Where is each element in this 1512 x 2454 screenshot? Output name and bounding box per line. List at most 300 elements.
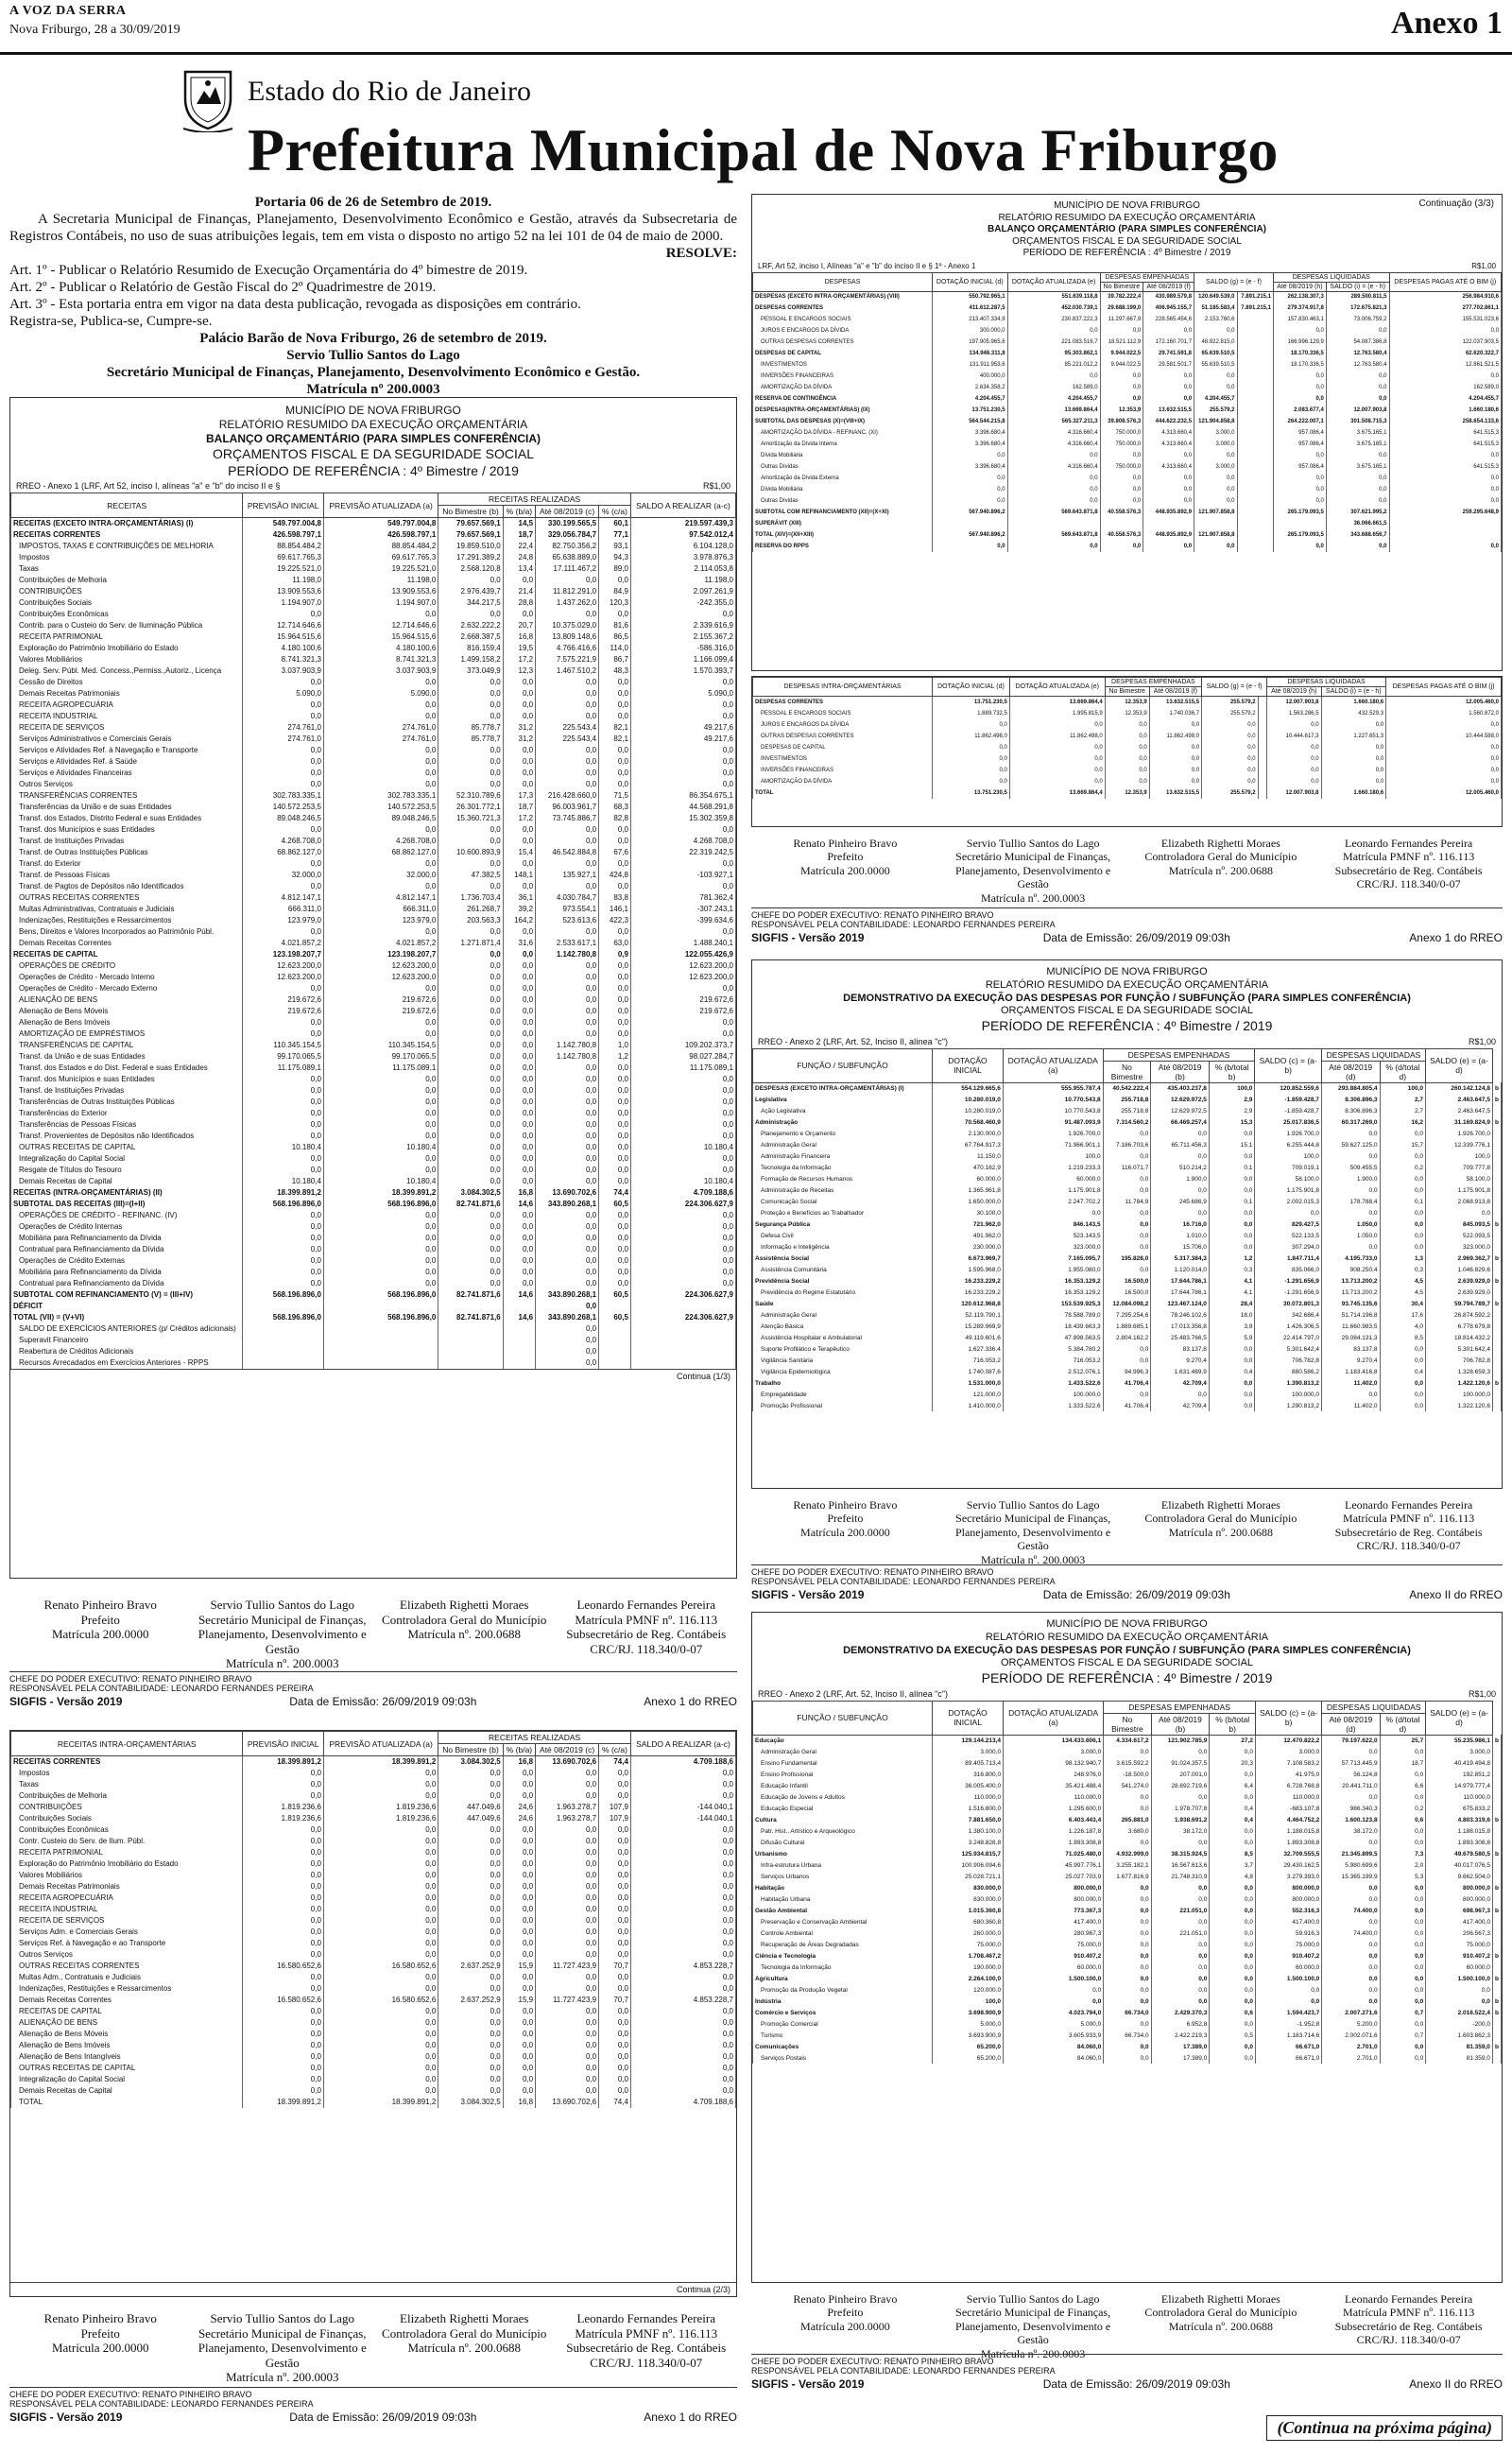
cell-value: 1.819.236,6 — [323, 1813, 438, 1824]
cell-value: 549.797.004,8 — [323, 518, 438, 529]
cell-value: 5.301.642,4 — [1255, 1343, 1322, 1355]
row-label: Comunicação Social — [753, 1196, 933, 1207]
cell-value: 123.198.207,7 — [323, 949, 438, 960]
table-row — [11, 949, 736, 960]
cell-value: 0,0 — [503, 1779, 535, 1790]
cell-value: 224.306.627,9 — [630, 1289, 735, 1301]
cell-value: 0,0 — [599, 768, 631, 779]
cell-value: 0,0 — [1255, 1996, 1321, 2007]
cell-value — [1492, 1196, 1501, 1207]
cell-value: 0,0 — [503, 2085, 535, 2097]
cell-value: 58.100,0 — [1255, 1173, 1322, 1184]
table-row — [753, 1230, 1502, 1241]
cell-value: 4.316.660,4 — [1007, 427, 1100, 439]
cell-value: 60.000,0 — [1004, 1961, 1104, 1973]
cell-value: 18.439.663,3 — [1003, 1321, 1103, 1332]
cell-value: 21.748.310,9 — [1151, 1871, 1210, 1882]
cell-value: 120.852.559,6 — [1255, 1082, 1322, 1094]
cell-value: 910.407,2 — [1426, 1950, 1493, 1961]
signature-id: Matrícula nº. 200.0003 — [980, 890, 1086, 905]
cell-value: 47.382,5 — [438, 870, 503, 881]
cell-value: 0,0 — [599, 1153, 631, 1165]
row-label: Serviços e Atividades Financeiras — [11, 768, 243, 779]
cell-value: 18.399.891,2 — [243, 1187, 323, 1199]
cell-value — [1492, 1859, 1501, 1871]
table-row — [11, 2085, 736, 2097]
table-row — [753, 1253, 1502, 1264]
cell-value: 0,0 — [1386, 776, 1502, 787]
cell-value: 1.488.240,1 — [630, 938, 735, 949]
row-label: RECEITA INDUSTRIAL — [11, 1904, 243, 1915]
cell-value: 568.196.896,0 — [243, 1312, 323, 1323]
cell-value: 24,6 — [503, 1813, 535, 1824]
cell-value: 13.669.864,4 — [1009, 787, 1105, 799]
cell-value: 4.316.660,4 — [1007, 439, 1100, 450]
cell-value: 17.111.467,2 — [536, 563, 599, 575]
cell-value: 0,0 — [630, 1221, 735, 1233]
cell-value: 1.175.901,8 — [1003, 1184, 1103, 1196]
cell-value: 0,0 — [323, 1097, 438, 1108]
cell-value: 0,0 — [1322, 1916, 1380, 1927]
cell-value: 0,0 — [1103, 1264, 1151, 1275]
cell-value: 0,0 — [1104, 1984, 1151, 1996]
cell-value: 0,0 — [323, 2074, 438, 2085]
cell-value: 0,0 — [1210, 1984, 1256, 1996]
sigfis-label: SIGFIS - Versão 2019 — [751, 2377, 865, 2391]
col-pct-d: % (d/total d) — [1380, 1713, 1426, 1735]
cell-value: 0,0 — [1210, 1791, 1256, 1803]
cell-value: 846.143,5 — [1003, 1218, 1103, 1230]
table-row — [753, 484, 1502, 495]
cell-value: 125.934.815,7 — [933, 1848, 1004, 1859]
cell-value: 0,0 — [599, 960, 631, 972]
chefe-label: CHEFE DO PODER EXECUTIVO: RENATO PINHEIRO BRAVO — [751, 1567, 994, 1577]
table-row — [753, 1287, 1502, 1298]
cell-value: 0,0 — [243, 1881, 323, 1892]
cell-value: 0,0 — [503, 1210, 535, 1221]
cell-value: 4,5 — [1380, 1287, 1425, 1298]
row-label: TRANSFERÊNCIAS CORRENTES — [11, 790, 243, 802]
cell-value: 0,0 — [1326, 325, 1389, 337]
cell-value: 0,0 — [503, 1221, 535, 1233]
cell-value: 39.782.222,4 — [1100, 291, 1143, 302]
cell-value: 18.399.891,2 — [323, 1756, 438, 1768]
despesas-intra-rows — [753, 697, 1502, 799]
cell-value — [1237, 484, 1273, 495]
cell-value: 16,8 — [503, 631, 535, 643]
cell-value: 0,0 — [503, 972, 535, 983]
cell-value: 55.639.510,5 — [1194, 359, 1237, 371]
signature-name: Elizabeth Righetti Moraes — [400, 2311, 529, 2325]
table-row — [753, 742, 1502, 753]
cell-value: 1.938.691,2 — [1151, 1814, 1210, 1825]
table-row — [753, 1848, 1502, 1859]
cell-value: 0,0 — [1007, 495, 1100, 507]
report-meta — [10, 479, 736, 493]
table-row — [11, 586, 736, 597]
cell-value: 1.499.158,2 — [438, 654, 503, 665]
cell-value: 13.632.515,5 — [1149, 787, 1201, 799]
cell-value: 0,0 — [536, 1881, 599, 1892]
col-saldo-i: SALDO (i) = (e - h) — [1326, 282, 1389, 291]
cell-value: 2.007.271,6 — [1322, 2007, 1380, 2018]
cell-value: 66.734,0 — [1104, 2030, 1151, 2041]
row-label: Amortização da Dívida Externa — [753, 473, 933, 484]
cell-value: 0,0 — [1326, 541, 1389, 552]
cell-value: 2.463.647,5 — [1426, 1105, 1493, 1116]
table-row — [11, 541, 736, 552]
cell-value: 0,0 — [536, 1017, 599, 1028]
cell-value: 411.612.287,5 — [933, 302, 1008, 314]
cell-value: 0,0 — [599, 1097, 631, 1108]
cell-value: 0,0 — [1151, 1939, 1210, 1950]
cell-value: 4.812.147,1 — [323, 892, 438, 904]
sigfis-label: SIGFIS - Versão 2019 — [9, 2411, 123, 2424]
cell-value: 0,0 — [1202, 765, 1259, 776]
cell-value: 800.000,0 — [1255, 1882, 1321, 1893]
cell-value: 12.005.460,0 — [1386, 787, 1502, 799]
cell-value: 5.301.642,4 — [1426, 1343, 1493, 1355]
portaria-signer: Servio Tullio Santos do Lago — [286, 348, 460, 363]
cell-value: 19,5 — [503, 643, 535, 654]
col-prev-inicial: PREVISÃO INICIAL — [243, 493, 323, 518]
cell-value: 0,0 — [243, 745, 323, 756]
cell-value: 0,0 — [1210, 2041, 1256, 2052]
col-liquidadas: DESPESAS LIQUIDADAS — [1274, 272, 1390, 282]
cell-value: 0,0 — [536, 1244, 599, 1255]
cell-value: 75.000,0 — [1004, 1939, 1104, 1950]
cell-value: 0,0 — [438, 1892, 503, 1904]
funcao-table-1 — [752, 1048, 1502, 1412]
cell-value: 32.000,0 — [323, 870, 438, 881]
row-label: Cessão de Direitos — [11, 677, 243, 688]
cell-value: 0,0 — [438, 2040, 503, 2051]
receitas-intra-report — [9, 1730, 737, 2297]
cell-value: 100,0 — [1003, 1150, 1103, 1162]
cell-value: 162.589,0 — [1007, 382, 1100, 393]
row-label: Tecnologia da Informação — [753, 1961, 933, 1973]
table-row — [11, 529, 736, 541]
cell-value: 554.129.665,6 — [933, 1082, 1004, 1094]
cell-value: b — [1492, 1905, 1501, 1916]
row-label: Administração Geral — [753, 1746, 933, 1757]
cell-value — [503, 1335, 535, 1346]
cell-value: 0,0 — [323, 1847, 438, 1858]
row-label: Planejamento e Orçamento — [753, 1128, 933, 1139]
cell-value: 31.169.824,9 — [1426, 1116, 1493, 1128]
cell-value — [1492, 1916, 1501, 1927]
cell-value: 16.580.652,6 — [323, 1995, 438, 2006]
cell-value: 70,7 — [599, 1995, 631, 2006]
cell-value: 0,0 — [1202, 753, 1259, 765]
signature-role: Controladora Geral do Município — [1144, 2306, 1297, 2320]
cell-value: 0,0 — [630, 609, 735, 620]
cell-value: 0,0 — [323, 2051, 438, 2063]
cell-value: 0,0 — [323, 2006, 438, 2017]
cell-value: 38.315.924,5 — [1151, 1848, 1210, 1859]
table-row — [11, 1927, 736, 1938]
cell-value: 55.235.986,1 — [1426, 1735, 1493, 1746]
col-funcao: FUNÇÃO / SUBFUNÇÃO — [753, 1048, 933, 1082]
cell-value: 523.143,5 — [1003, 1230, 1103, 1241]
cell-value: 11.784,9 — [1103, 1196, 1151, 1207]
cell-value: 3.396.680,4 — [933, 461, 1008, 473]
cell-value — [1492, 1230, 1501, 1241]
cell-value: 6.403.443,4 — [1004, 1814, 1104, 1825]
cell-value: 1.736.703,4 — [438, 892, 503, 904]
table-row — [11, 1233, 736, 1244]
cell-value: 0,0 — [1151, 1973, 1210, 1984]
cell-value: 0,0 — [503, 1824, 535, 1836]
cell-value — [1492, 1207, 1501, 1218]
cell-value: 0,0 — [599, 688, 631, 700]
cell-value: 0,0 — [1194, 325, 1237, 337]
cell-value: 14,6 — [503, 1289, 535, 1301]
cell-value: 11.402,0 — [1321, 1400, 1380, 1411]
cell-value: 0,0 — [503, 1244, 535, 1255]
cell-value: 0,0 — [536, 1915, 599, 1927]
cell-value: 5.090,0 — [243, 688, 323, 700]
cell-value: 1.183.416,8 — [1321, 1366, 1380, 1377]
col-dotacao-inicial: DOTAÇÃO INICIAL (d) — [933, 678, 1010, 697]
col-empenhadas: DESPESAS EMPENHADAS — [1105, 678, 1201, 687]
table-row — [11, 813, 736, 824]
portaria-art2: Art. 2º - Publicar o Relatório de Gestão Fiscal do 2º Quadrimestre de 2019. — [9, 280, 437, 295]
table-row — [11, 1165, 736, 1176]
cell-value: 0,0 — [1267, 765, 1321, 776]
cell-value: 0,0 — [1322, 1961, 1380, 1973]
row-label: OUTRAS DESPESAS CORRENTES — [753, 731, 933, 742]
table-row — [11, 518, 736, 529]
cell-value: 18.399.891,2 — [323, 1187, 438, 1199]
cell-value — [503, 1323, 535, 1335]
signature-id: Matrícula nº. 200.0003 — [225, 1656, 339, 1671]
row-label: Exploração do Patrimônio Imobiliário do Estado — [11, 643, 243, 654]
cell-value: 0,0 — [630, 1255, 735, 1267]
cell-value: 0,0 — [323, 1221, 438, 1233]
row-label: DESPESAS(INTRA-ORÇAMENTÁRIAS) (IX) — [753, 405, 933, 416]
cell-value: 0,0 — [1009, 742, 1105, 753]
table-row — [11, 597, 736, 609]
cell-value: 0,0 — [1386, 753, 1502, 765]
table-row — [753, 1882, 1502, 1893]
cell-value — [1492, 1150, 1501, 1162]
cell-value: 20,7 — [503, 620, 535, 631]
cell-value: 3.978.876,3 — [630, 552, 735, 563]
table-row — [753, 2030, 1502, 2041]
cell-value: 0,0 — [438, 779, 503, 790]
portaria-art3: Art. 3º - Esta portaria entra em vigor na data desta publicação, revogada as disposições em contrário. — [9, 297, 581, 312]
cell-value: 84.060,0 — [1004, 2041, 1104, 2052]
cell-value: 0,0 — [599, 1858, 631, 1870]
table-row — [753, 1837, 1502, 1848]
row-label: Dívida Mobiliária — [753, 484, 933, 495]
row-label: RECEITA PATRIMONIAL — [11, 631, 243, 643]
cell-value — [1492, 1162, 1501, 1173]
cell-value — [630, 1323, 735, 1335]
row-label: RESERVA DO RPPS — [753, 541, 933, 552]
cell-value: 15,1 — [1209, 1139, 1254, 1150]
cell-value: 0,0 — [599, 1824, 631, 1836]
cell-value: 0,0 — [933, 719, 1010, 731]
cell-value: 0,0 — [1103, 1241, 1151, 1253]
row-label: Reabertura de Créditos Adicionais — [11, 1346, 243, 1357]
row-label: Educação Infantil — [753, 1780, 933, 1791]
table-row — [753, 1939, 1502, 1950]
cell-value: 0,0 — [503, 1927, 535, 1938]
cell-value: 0,0 — [599, 1142, 631, 1153]
cell-value: 680.360,8 — [933, 1916, 1004, 1927]
table-row — [753, 1082, 1502, 1094]
cell-value: 0,0 — [438, 575, 503, 586]
cell-value: b — [1492, 1882, 1501, 1893]
cell-value: 0,0 — [1009, 753, 1105, 765]
col-prev-inicial: PREVISÃO INICIAL — [243, 1732, 323, 1756]
cell-value: 2.976.439,7 — [438, 586, 503, 597]
cell-value: 0,9 — [599, 949, 631, 960]
masthead — [0, 0, 1512, 55]
cell-value: 0,0 — [536, 1938, 599, 1949]
signature-role: Secretário Municipal de Finanças, Planejamento, Desenvolvimento e Gestão — [198, 2325, 367, 2370]
cell-value: 0,0 — [1104, 1791, 1151, 1803]
cell-value: 47.898.563,5 — [1003, 1332, 1103, 1343]
signature-name: Renato Pinheiro Bravo — [43, 2311, 157, 2325]
row-label: Suporte Profilático e Terapêutico — [753, 1343, 933, 1355]
cell-value: 0,0 — [323, 1824, 438, 1836]
row-label: SUBTOTAL COM REFINANCIAMENTO (XII)=(X+XI) — [753, 507, 933, 518]
cell-value — [599, 1323, 631, 1335]
cell-value: 1.410.000,0 — [933, 1400, 1004, 1411]
cell-value: 0,0 — [599, 1221, 631, 1233]
row-label: Mobiliária para Refinanciamento da Dívida — [11, 1233, 243, 1244]
cell-value: 1.295.600,0 — [1004, 1803, 1104, 1814]
cell-value: 0,0 — [1151, 1746, 1210, 1757]
cell-value: 0,0 — [599, 1927, 631, 1938]
emissao-label: Data de Emissão: 26/09/2019 09:03h — [1042, 1588, 1230, 1601]
cell-value: 228.565.454,6 — [1143, 314, 1194, 325]
cell-value: 0,0 — [438, 700, 503, 711]
cell-value: 0,0 — [1209, 1184, 1254, 1196]
cell-value: 274.761,0 — [243, 734, 323, 745]
col-saldo-c: SALDO (c) = (a-b) — [1255, 1048, 1322, 1082]
cell-value: 0,0 — [243, 983, 323, 994]
row-label: Demais Receitas Correntes — [11, 938, 243, 949]
cell-value — [1274, 518, 1327, 529]
cell-value: 0,0 — [438, 1142, 503, 1153]
cell-value: 82,1 — [599, 734, 631, 745]
cell-value: 121.907.858,8 — [1194, 529, 1237, 541]
row-label: RESERVA DE CONTINGÊNCIA — [753, 393, 933, 405]
cell-value: 0,0 — [599, 1085, 631, 1097]
cell-value: 2.637.252,9 — [438, 1995, 503, 2006]
cell-value: 0,0 — [1149, 776, 1201, 787]
row-label: DESPESAS DE CAPITAL — [753, 742, 933, 753]
cell-value: 0,0 — [323, 824, 438, 836]
cell-value: 0,0 — [1255, 1207, 1322, 1218]
cell-value: 0,0 — [630, 2029, 735, 2040]
cell-value: 3.396.680,4 — [933, 439, 1008, 450]
cell-value: 0,0 — [243, 2029, 323, 2040]
cell-value: 0,0 — [438, 972, 503, 983]
cell-value: 82.750.356,2 — [536, 541, 599, 552]
cell-value: 800.000,0 — [1004, 1882, 1104, 1893]
table-row — [753, 1207, 1502, 1218]
cell-value: 0,0 — [438, 768, 503, 779]
cell-value: 0,0 — [438, 745, 503, 756]
cell-value: 100.000,0 — [1255, 1389, 1322, 1400]
cell-value: 107,9 — [599, 1813, 631, 1824]
cell-value: 0,0 — [536, 1176, 599, 1187]
cell-value: 78.246.102,6 — [1151, 1309, 1210, 1321]
cell-value: 0,0 — [1267, 742, 1321, 753]
cell-value: 3.675.165,1 — [1326, 461, 1389, 473]
table-row — [11, 1119, 736, 1131]
rreo-label: RELATÓRIO RESUMIDO DA EXECUÇÃO ORÇAMENTÁRIA — [985, 978, 1269, 991]
cell-value: 3.000,0 — [1426, 1746, 1493, 1757]
system-footer — [751, 907, 1503, 944]
system-footer — [9, 2387, 737, 2424]
cell-value: 5.000,0 — [1004, 2018, 1104, 2030]
cell-value: 39,2 — [503, 904, 535, 915]
cell-value: 49.217,6 — [630, 734, 735, 745]
table-row — [11, 1802, 736, 1813]
cell-value: 13,4 — [503, 563, 535, 575]
cell-value: 957.086,4 — [1274, 439, 1327, 450]
system-footer — [751, 1564, 1503, 1601]
cell-value: 0,0 — [323, 1858, 438, 1870]
cell-value: 12.470.822,2 — [1255, 1735, 1321, 1746]
table-row — [753, 787, 1502, 799]
cell-value: 0,0 — [599, 1847, 631, 1858]
report-meta — [752, 1035, 1502, 1048]
cell-value: 98.132.940,7 — [1004, 1757, 1104, 1769]
receitas-table — [10, 493, 736, 1369]
cell-value: 0,0 — [599, 1119, 631, 1131]
cell-value: 0,0 — [1151, 1961, 1210, 1973]
periodo-label: PERÍODO DE REFERÊNCIA : 4º Bimestre / 2019 — [981, 1018, 1273, 1033]
row-label: IMPOSTOS, TAXAS E CONTRIBUIÇÕES DE MELHORIA — [11, 541, 243, 552]
row-label: JUROS E ENCARGOS DA DÍVIDA — [753, 719, 933, 731]
cell-value: 0,0 — [1104, 1837, 1151, 1848]
table-row — [11, 2017, 736, 2029]
cell-value: 0,1 — [1209, 1196, 1254, 1207]
table-row — [11, 938, 736, 949]
cell-value: -1.859.428,7 — [1255, 1105, 1322, 1116]
cell-value: 18,0 — [1209, 1309, 1254, 1321]
cell-value: 10.600.893,9 — [438, 847, 503, 858]
balanco-despesas-report — [751, 194, 1503, 671]
cell-value: 2.637.252,9 — [438, 1961, 503, 1972]
cell-value — [1258, 742, 1266, 753]
cell-value: 100,0 — [1209, 1082, 1254, 1094]
table-row — [11, 575, 736, 586]
cell-value: 17.013.356,8 — [1151, 1321, 1210, 1332]
cell-value: 3.615.592,2 — [1104, 1757, 1151, 1769]
row-label: DESPESAS CORRENTES — [753, 697, 933, 708]
table-row — [753, 2018, 1502, 2030]
cell-value: 57.713.445,9 — [1322, 1757, 1380, 1769]
cell-value: 568.196.896,0 — [243, 1289, 323, 1301]
row-label: Demais Receitas de Capital — [11, 1176, 243, 1187]
cell-value: 0,0 — [1209, 1343, 1254, 1355]
row-label: Amortização da Dívida Interna — [753, 439, 933, 450]
cell-value: 0,0 — [1103, 1389, 1151, 1400]
cell-value: 0,0 — [1380, 1173, 1425, 1184]
cell-value: 0,0 — [1151, 1984, 1210, 1996]
cell-value: 0,0 — [599, 1028, 631, 1040]
cell-value: 800.000,0 — [1426, 1882, 1493, 1893]
cell-value — [1258, 731, 1266, 742]
